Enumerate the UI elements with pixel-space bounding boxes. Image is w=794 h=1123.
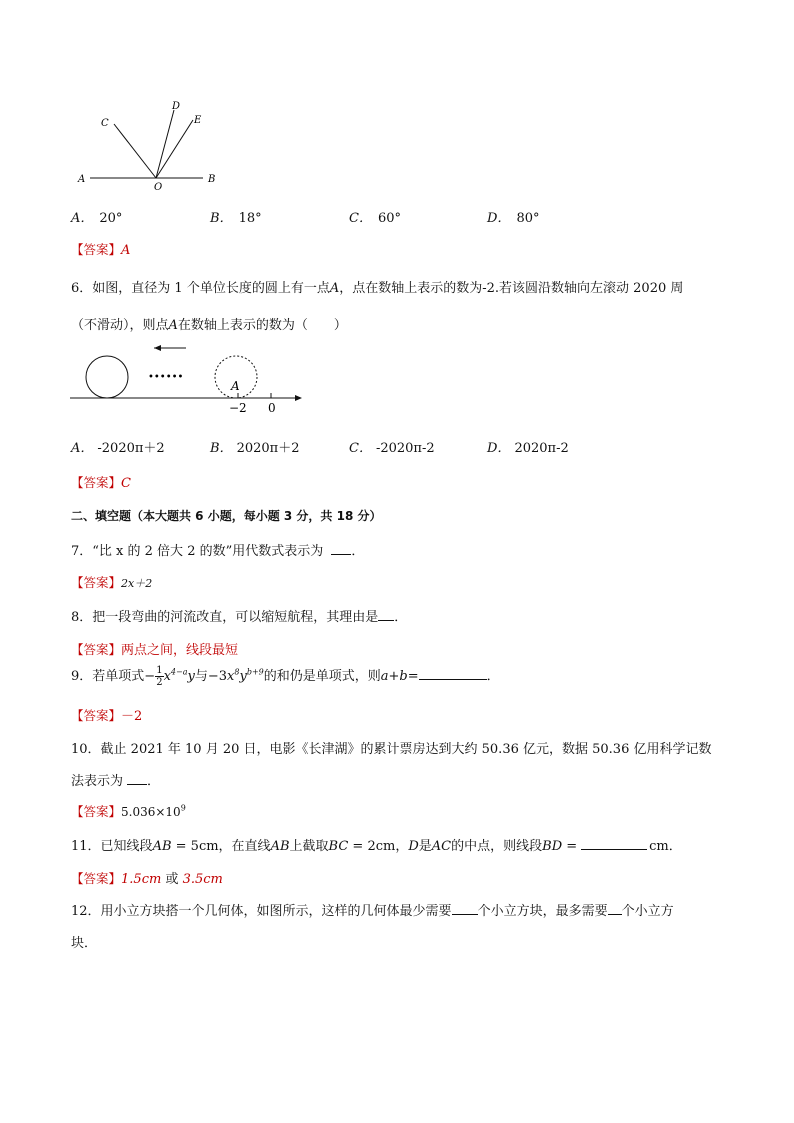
label-c: C — [101, 118, 109, 129]
tick-label-minus2: −2 — [229, 401, 247, 415]
solid-circle — [86, 356, 128, 398]
q8-blank[interactable] — [378, 608, 394, 621]
q5-option-d: D． 80° — [487, 211, 540, 226]
q5-answer: 【答案】A — [71, 242, 131, 258]
q6-option-b: B． 2020π＋2 — [210, 441, 300, 456]
q11-blank[interactable] — [581, 837, 647, 850]
label-a: A — [78, 174, 86, 185]
ray-oe — [156, 120, 193, 178]
q7-answer: 【答案】2x＋2 — [71, 575, 153, 590]
fraction-half: $\frac{1}{2}$ — [156, 665, 163, 688]
arrowhead-left-icon — [154, 345, 161, 351]
q10-blank[interactable] — [127, 772, 147, 785]
q8-text: 8．把一段弯曲的河流改直，可以缩短航程，其理由是 ． — [71, 610, 408, 625]
dots: •••••• — [148, 372, 184, 383]
q5-option-a: A． 20° — [71, 211, 123, 226]
q5-option-c: C． 60° — [349, 211, 401, 226]
q11-answer: 【答案】1.5cm 或 3.5cm — [71, 871, 223, 887]
q6-option-a: A． -2020π＋2 — [71, 441, 165, 456]
ray-od — [156, 110, 174, 178]
q6-option-d: D． 2020π-2 — [487, 441, 569, 456]
point-a-label: A — [231, 379, 240, 393]
q6-text-line1: 6．如图，直径为 1 个单位长度的圆上有一点A，点在数轴上表示的数为-2.若该圆沿数轴向左滚动 2020 周 — [71, 281, 684, 296]
label-b: B — [208, 174, 216, 185]
label-d: D — [172, 101, 181, 112]
monomial-1: − $\frac{1}{2}$ $x^{4-a}y$ — [144, 665, 195, 688]
label-e: E — [194, 115, 202, 126]
q9-blank[interactable] — [419, 667, 487, 680]
q12-text-line2: 块． — [71, 936, 98, 951]
q10-answer: 【答案】$5.036\times 10^9$ — [71, 803, 186, 819]
q9-text: 9．若单项式− $\frac{1}{2}$ $x^{4-a}y$与$-3x^8y^{b+9}$的和仍是单项式，则a+b= ． — [71, 665, 500, 688]
q7-blank[interactable] — [331, 542, 351, 555]
q7-text: 7．“比 x 的 2 倍大 2 的数”用代数式表示为 ． — [71, 544, 365, 559]
q12-text-line1: 12．用小立方块搭一个几何体，如图所示，这样的几何体最少需要 个小立方块，最多需要 个小立方 — [71, 904, 674, 919]
q10-text-line1: 10．截止 2021 年 10 月 20 日，电影《长津湖》的累计票房达到大约 50.36 亿元，数据 50.36 亿用科学记数 — [71, 742, 712, 757]
monomial-2: $-3x^8y^{b+9}$ — [207, 667, 264, 684]
label-o: O — [154, 182, 163, 193]
q10-text-line2: 法表示为 ． — [71, 774, 161, 789]
axis-arrowhead-icon — [295, 395, 302, 401]
q6-option-c: C． -2020π-2 — [349, 441, 435, 456]
q12-blank-max[interactable] — [608, 902, 622, 915]
ray-oc — [114, 124, 156, 178]
q9-answer: 【答案】－2 — [71, 708, 143, 724]
q6-text-line2: （不滑动），则点A在数轴上表示的数为（ ） — [71, 318, 347, 333]
rolling-circle-figure — [70, 340, 310, 418]
angle-figure — [70, 98, 230, 194]
q8-answer: 【答案】两点之间，线段最短 — [71, 642, 239, 658]
q6-answer: 【答案】C — [71, 475, 131, 491]
q11-text: 11．已知线段AB = 5cm，在直线AB上截取BC = 2cm，D是AC的中点，则线段BD = cm． — [71, 839, 682, 854]
section-title: 二、填空题（本大题共 6 小题，每小题 3 分，共 18 分） — [71, 509, 382, 523]
tick-label-0: 0 — [268, 401, 276, 415]
q5-option-b: B． 18° — [210, 211, 262, 226]
q12-blank-min[interactable] — [452, 902, 478, 915]
